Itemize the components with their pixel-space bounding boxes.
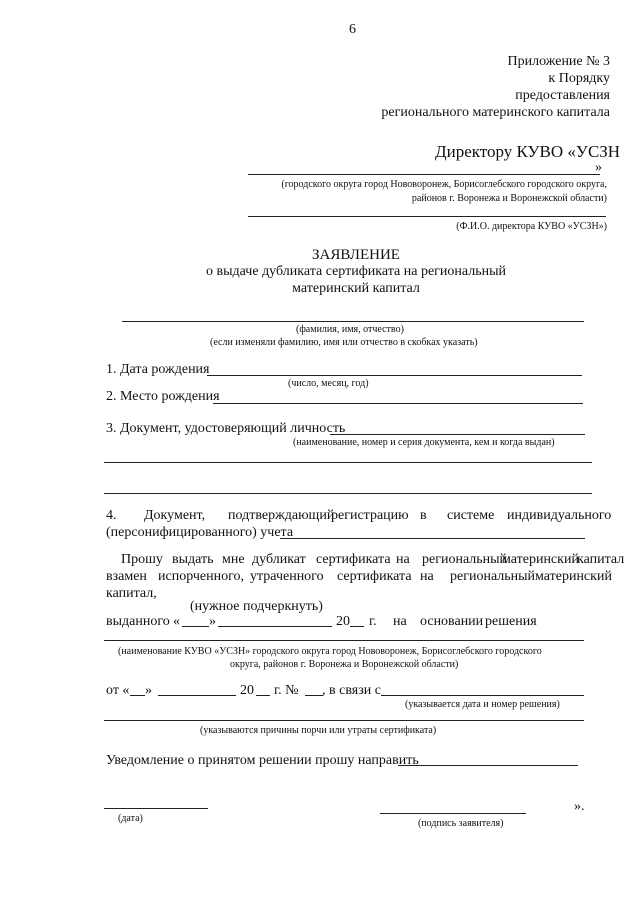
decision-year-line[interactable] — [256, 695, 270, 696]
issued-day-line[interactable] — [182, 626, 209, 627]
appendix-line-1: Приложение № 3 — [507, 54, 610, 69]
reg-word-2: подтверждающий — [228, 508, 335, 523]
request-w7: региональный — [422, 552, 508, 567]
reason-line[interactable] — [104, 720, 584, 721]
request-l2-w6: региональный — [450, 569, 536, 584]
issued-month-line[interactable] — [218, 626, 332, 627]
applicant-caption-2: (если изменяли фамилию, имя или отчество в скобках указать) — [210, 337, 478, 348]
addressee-line-1 — [248, 174, 600, 175]
issued-quote-close: » — [209, 614, 216, 629]
decision-num-line[interactable] — [305, 695, 323, 696]
id-document-label: 3. Документ, удостоверяющий личность — [106, 421, 346, 436]
request-w6: на — [396, 552, 410, 567]
request-l2-w1: взамен — [106, 569, 147, 584]
birth-date-line[interactable] — [207, 375, 582, 376]
issued-year-line[interactable] — [350, 626, 364, 627]
request-l2-w3: утраченного — [250, 569, 324, 584]
date-line[interactable] — [104, 808, 208, 809]
notification-line[interactable] — [398, 765, 578, 766]
request-w5: сертификата — [316, 552, 391, 567]
request-w4: дубликат — [252, 552, 306, 567]
reg-word-1: Документ, — [144, 508, 206, 523]
issued-label: выданного — [106, 614, 170, 629]
decision-day-line[interactable] — [130, 695, 145, 696]
request-line-3: капитал, — [106, 586, 157, 601]
birth-place-label: 2. Место рождения — [106, 389, 220, 404]
issued-basis: основании — [420, 614, 484, 629]
request-l2-w5: на — [420, 569, 434, 584]
request-w8: материнский — [502, 552, 579, 567]
decision-caption-2: (указываются причины порчи или утраты сертификата) — [200, 725, 437, 736]
authority-line[interactable] — [104, 640, 584, 641]
reg-word-4: в — [420, 508, 427, 523]
appendix-line-3: предоставления — [515, 88, 610, 103]
id-document-caption: (наименование, номер и серия документа, кем и когда выдан) — [293, 437, 555, 448]
doc-title-line-1: о выдаче дубликата сертификата на региональный — [206, 264, 506, 279]
reg-word-3: регистрацию — [331, 508, 409, 523]
underline-note: (нужное подчеркнуть) — [190, 599, 323, 614]
issued-decision: решения — [485, 614, 537, 629]
reg-word-6: индивидуального — [507, 508, 612, 523]
issued-on: на — [393, 614, 407, 629]
request-l2-w4: сертификата — [337, 569, 412, 584]
request-l2-w2: испорченного, — [158, 569, 244, 584]
date-caption: (дата) — [118, 813, 143, 824]
birth-place-line[interactable] — [213, 403, 583, 404]
appendix-line-2: к Порядку — [548, 71, 610, 86]
reg-line-2: (персонифицированного) учета — [106, 525, 294, 540]
authority-caption-2: округа, районов г. Воронежа и Воронежской области) — [230, 659, 459, 670]
addressee-director: Директору КУВО «УСЗН — [435, 142, 621, 161]
decision-year-prefix: 20 — [240, 683, 254, 698]
addressee-caption-1: (городского округа город Нововоронеж, Борисоглебского городского округа, — [281, 179, 607, 190]
issued-quote-open: « — [173, 614, 180, 629]
decision-reason-line[interactable] — [381, 695, 584, 696]
addressee-quote-close: » — [595, 160, 602, 175]
decision-month-line[interactable] — [158, 695, 236, 696]
request-w2: выдать — [172, 552, 214, 567]
end-mark: ». — [574, 799, 585, 814]
applicant-name-line — [122, 321, 584, 322]
decision-quote-close: » — [145, 683, 152, 698]
addressee-line-2 — [248, 216, 606, 217]
appendix-line-4: регионального материнского капитала — [381, 105, 610, 120]
decision-due-to: , в связи с — [322, 683, 381, 698]
decision-num-label: г. № — [274, 683, 299, 698]
addressee-caption-2: районов г. Воронежа и Воронежской области) — [411, 193, 607, 204]
reg-line[interactable] — [280, 538, 585, 539]
signature-caption: (подпись заявителя) — [418, 818, 504, 829]
id-document-line[interactable] — [330, 434, 585, 435]
request-l2-w7: материнский — [535, 569, 612, 584]
birth-date-label: 1. Дата рождения — [106, 362, 210, 377]
id-document-line-3[interactable] — [104, 493, 592, 494]
reg-num: 4. — [106, 508, 117, 523]
page-number: 6 — [349, 22, 356, 37]
request-w9: капитал — [577, 552, 625, 567]
doc-heading: ЗАЯВЛЕНИЕ — [312, 247, 400, 263]
request-w1: Прошу — [121, 552, 163, 567]
addressee-caption-3: (Ф.И.О. директора КУВО «УСЗН») — [456, 221, 607, 232]
birth-date-caption: (число, месяц, год) — [288, 378, 369, 389]
authority-caption-1: (наименование КУВО «УСЗН» городского округа город Нововоронеж, Борисоглебского городского — [118, 646, 542, 657]
request-w3: мне — [222, 552, 245, 567]
id-document-line-2[interactable] — [104, 462, 592, 463]
reg-word-5: системе — [447, 508, 495, 523]
applicant-caption-1: (фамилия, имя, отчество) — [296, 324, 404, 335]
decision-from-label: от « — [106, 683, 130, 698]
doc-title-line-2: материнский капитал — [292, 281, 420, 296]
decision-caption-1: (указывается дата и номер решения) — [405, 699, 560, 710]
notification-label: Уведомление о принятом решении прошу направить — [106, 753, 419, 768]
issued-year-suffix: г. — [369, 614, 377, 629]
signature-line[interactable] — [380, 813, 526, 814]
issued-year-prefix: 20 — [336, 614, 350, 629]
